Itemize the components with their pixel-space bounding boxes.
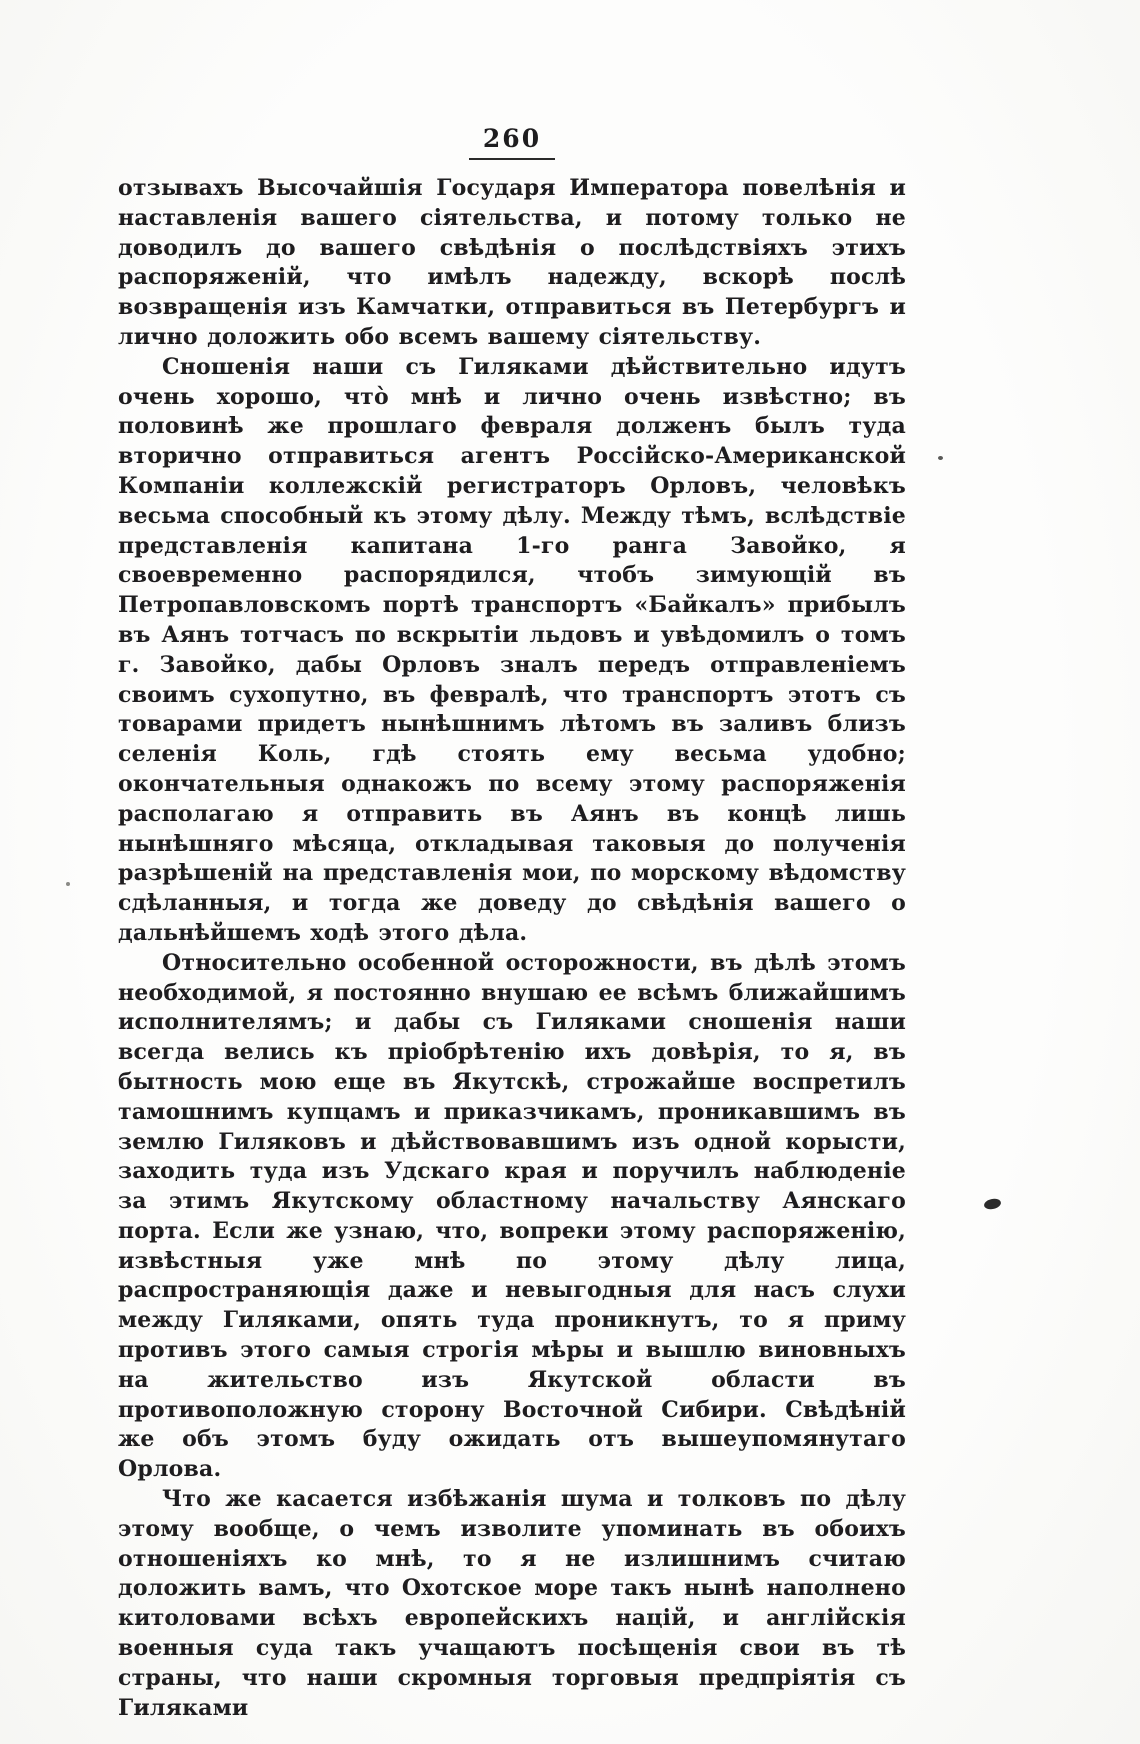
paragraph-2: Сношенія наши съ Гиляками дѣйствительно идутъ очень хорошо, что̀ мнѣ и лично очень извѣстно; въ половинѣ же прошлаго февраля долженъ былъ туда вторично отправиться агентъ Россійско-Американской Компаніи коллежскій регистраторъ Орловъ, человѣкъ весьма способный къ этому дѣлу. Между тѣмъ, вслѣдствіе представленія капитана 1-го ранга Завойко, я своевременно распорядился, чтобъ зимующій въ Петропавловскомъ портѣ транспортъ «Байкалъ» прибылъ въ Аянъ тотчасъ по вскрытіи льдовъ и увѣдомилъ о томъ г. Завойко, дабы Орловъ зналъ передъ отправленіемъ своимъ сухопутно, въ февралѣ, что транспортъ этотъ съ товарами придетъ нынѣшнимъ лѣтомъ въ заливъ близъ селенія Коль, гдѣ стоять ему весьма удобно; окончательныя однакожъ по всему этому распоряженія располагаю я отправить въ Аянъ въ концѣ лишь нынѣшняго мѣсяца, откладывая таковыя до полученія разрѣшеній на представленія мои, по морскому вѣдомству сдѣланныя, и тогда же доведу до свѣдѣнія вашего о дальнѣйшемъ ходѣ этого дѣла. (118, 353, 906, 946)
ink-speck (938, 456, 943, 460)
paragraph-3: Относительно особенной осторожности, въ дѣлѣ этомъ необходимой, я постоянно внушаю ее всѣмъ ближайшимъ исполнителямъ; и дабы съ Гиляками сношенія наши всегда велись къ пріобрѣтенію ихъ довѣрія, то я, въ бытность мою еще въ Якутскѣ, строжайше воспретилъ тамошнимъ купцамъ и приказчикамъ, проникавшимъ въ землю Гиляковъ и дѣйствовавшимъ изъ одной корысти, заходить туда изъ Удскаго края и поручилъ наблюденіе за этимъ Якутскому областному начальству Аянскаго порта. Если же узнаю, что, вопреки этому распоряженію, извѣстныя уже мнѣ по этому дѣлу лица, распространяющія даже и невыгодныя для насъ слухи между Гиляками, опять туда проникнутъ, то я приму противъ этого самыя строгія мѣры и вышлю виновныхъ на жительство изъ Якутской области въ противоположную сторону Восточной Сибири. Свѣдѣній же объ этомъ буду ожидать отъ вышеупомянутаго Орлова. (118, 949, 906, 1483)
paragraph-4: Что же касается избѣжанія шума и толковъ по дѣлу этому вообще, о чемъ изволите упоминать въ обоихъ отношеніяхъ ко мнѣ, то я не излишнимъ считаю доложить вамъ, что Охотское море такъ нынѣ наполнено китоловами всѣхъ европейскихъ націй, и англійскія военныя суда такъ учащаютъ посѣщенія свои въ тѣ страны, что наши скромныя торговыя предпріятія съ Гиляками (118, 1486, 906, 1721)
ink-speck (983, 1197, 1002, 1210)
paragraph-1: отзывахъ Высочайшія Государя Императора повелѣнія и наставленія вашего сіятельства, и потому только не доводилъ до вашего свѣдѣнія о послѣдствіяхъ этихъ распоряженій, что имѣлъ надежду, вскорѣ послѣ возвращенія изъ Камчатки, отправиться въ Петербургъ и лично доложить обо всемъ вашему сіятельству. (118, 175, 906, 350)
page-number: 260 (469, 124, 555, 160)
page-text (118, 174, 906, 1723)
ink-speck (66, 882, 70, 886)
page-number-container (118, 124, 906, 160)
